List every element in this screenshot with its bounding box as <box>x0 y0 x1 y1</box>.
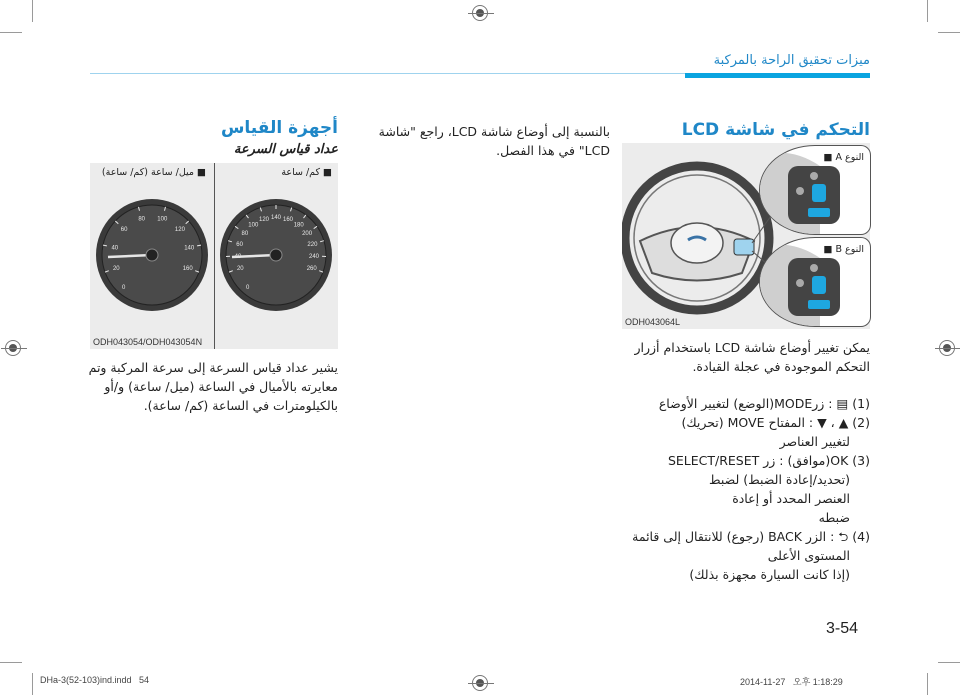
gauge-tick-label: 20 <box>112 266 120 272</box>
crop-mark <box>927 673 928 695</box>
crop-mark <box>927 0 928 22</box>
speedometer-mph-gauge <box>94 185 210 320</box>
gauge-tick-label: 80 <box>138 216 146 223</box>
figure-divider <box>214 163 215 349</box>
lcd-controls-list <box>610 394 870 584</box>
registration-mark-icon <box>5 340 21 356</box>
gauge-tick-label: 220 <box>307 242 318 249</box>
list-item: ضبطه <box>818 510 850 525</box>
gauge-label-mph: ■ ميل/ ساعة (كم/ ساعة) <box>101 167 206 178</box>
list-item: (تحديد/إعادة الضبط) لضبط <box>709 472 850 487</box>
speedometer-kmh-gauge <box>218 185 334 320</box>
text-line: معايرته بالأميال في الساعة (ميل/ ساعة) و/أو <box>104 379 338 394</box>
gauge-tick-label: 120 <box>174 227 185 234</box>
list-item: لتغيير العناصر <box>779 434 850 449</box>
gauge-tick-label: 160 <box>282 216 294 223</box>
gauge-tick-label: 0 <box>122 285 126 291</box>
text-line: بالكيلومترات في الساعة (كم/ ساعة). <box>143 398 338 413</box>
gauge-tick-label: 20 <box>236 266 244 272</box>
subtitle-speedometer: عداد قياس السرعة <box>233 142 338 157</box>
list-item: (إذا كانت السيارة مجهزة بذلك) <box>689 567 850 582</box>
list-item: المستوى الأعلى <box>767 548 850 563</box>
gauge-tick-label: 160 <box>182 266 193 272</box>
lcd-intro-text: يمكن تغيير أوضاع شاشة LCD باستخدام أزرار التحكم الموجودة في عجلة القيادة. <box>634 340 870 374</box>
lcd-reference-text <box>360 122 610 160</box>
list-item: العنصر المحدد أو إعادة <box>732 491 850 506</box>
steering-wheel-figure <box>622 143 870 329</box>
figure-code: ODH043054/ODH043054N <box>93 337 203 347</box>
list-item: (1) ▤ : زرMODE(الوضع) لتغيير الأوضاع <box>658 396 870 411</box>
registration-mark-icon <box>472 675 488 691</box>
crop-mark <box>938 662 960 663</box>
gauge-tick-label: 260 <box>306 266 317 272</box>
gauge-tick-label: 60 <box>236 242 243 249</box>
crop-mark <box>32 673 33 695</box>
file-info: DHa-3(52-103)ind.indd 54 <box>40 675 150 685</box>
gauge-tick-label: 0 <box>246 285 250 291</box>
control-inset-type-a <box>759 145 871 235</box>
list-item: (4) ⮌ : الزر BACK (رجوع) للانتقال إلى قائمة <box>632 529 870 544</box>
gauge-label-kmh: ■ كم/ ساعة <box>281 167 332 178</box>
gauge-tick-label: 60 <box>120 227 128 234</box>
page-number: 3-54 <box>826 620 859 637</box>
gauge-tick-label: 240 <box>308 254 320 261</box>
figure-label-type-b: النوع B ■ <box>823 244 864 255</box>
section-title-lcd: التحكم في شاشة LCD <box>681 120 870 140</box>
gauge-tick-label: 40 <box>111 245 119 252</box>
crop-mark <box>0 32 22 33</box>
text-line: يشير عداد قياس السرعة إلى سرعة المركبة وتم <box>88 360 338 375</box>
gauge-tick-label: 120 <box>258 216 270 223</box>
crop-mark <box>0 662 22 663</box>
figure-code: ODH043064L <box>625 317 681 327</box>
gauge-tick-label: 200 <box>302 231 313 238</box>
chapter-title: ميزات تحقيق الراحة بالمركبة <box>713 53 870 68</box>
text-line: LCD" في هذا الفصل. <box>496 143 610 158</box>
text-line: بالنسبة إلى أوضاع شاشة LCD، راجع "شاشة <box>378 124 610 139</box>
figure-label-type-a: النوع A ■ <box>823 152 864 163</box>
crop-mark <box>32 0 33 22</box>
gauge-tick-label: 180 <box>293 222 304 229</box>
gauge-tick-label: 140 <box>270 215 282 221</box>
gauge-tick-label: 80 <box>241 231 249 238</box>
speedometer-description <box>88 358 338 415</box>
section-title-gauges: أجهزة القياس <box>220 118 338 138</box>
control-inset-type-b <box>759 237 871 327</box>
gauge-tick-label: 140 <box>184 245 195 252</box>
registration-mark-icon <box>939 340 955 356</box>
registration-mark-icon <box>472 5 488 21</box>
gauge-tick-label: 100 <box>157 216 168 223</box>
crop-mark <box>938 32 960 33</box>
list-item: (3) OK(موافق) : زر SELECT/RESET <box>667 453 870 468</box>
gauge-tick-label: 100 <box>248 222 259 229</box>
speedometer-figure <box>90 163 338 349</box>
list-item: (2) ▲ ، ▼ : المفتاح MOVE (تحريك) <box>681 415 870 430</box>
print-timestamp: 2014-11-27 오후 1:18:29 <box>740 677 843 687</box>
header-accent-bar <box>685 73 870 78</box>
